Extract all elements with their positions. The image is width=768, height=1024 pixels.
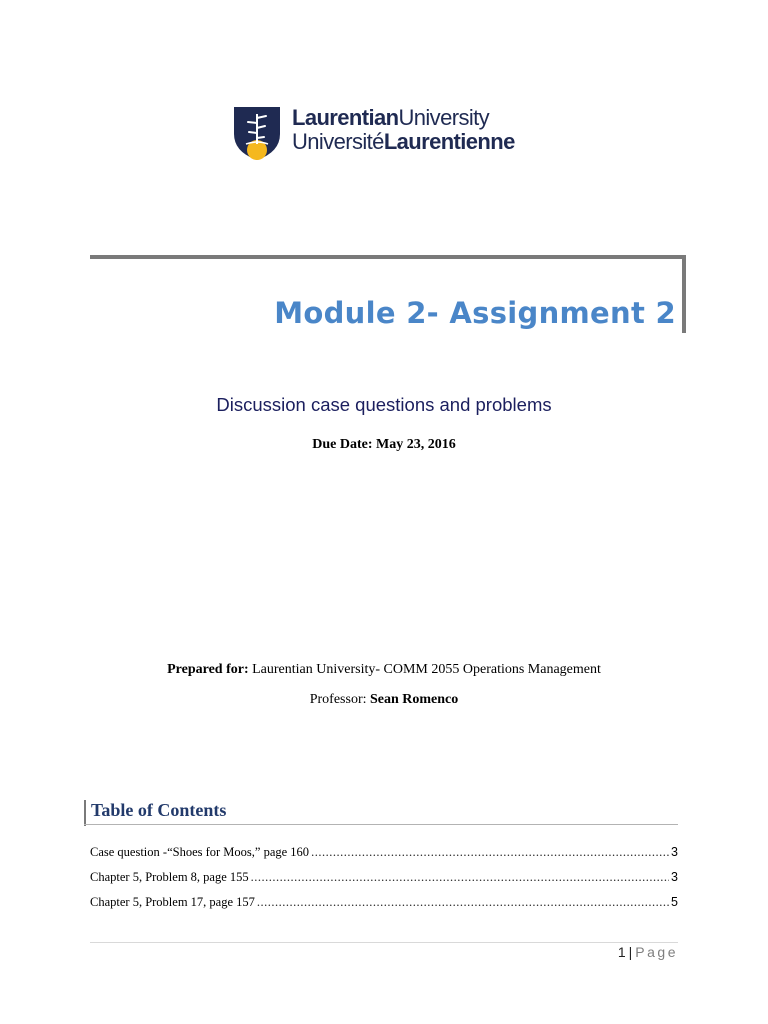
- university-logo: [232, 104, 552, 164]
- logo-line-english: [292, 106, 515, 130]
- logo-word-university: University: [398, 105, 490, 130]
- logo-word-laurentian: Laurentian: [292, 105, 399, 130]
- title-frame-top: [90, 255, 686, 259]
- toc-title: Table of Contents: [91, 800, 227, 820]
- logo-line-french: [292, 130, 515, 154]
- logo-wordmark: [292, 106, 515, 154]
- document-title: Module 2- Assignment 2: [274, 296, 676, 330]
- due-date-label: Due Date:: [312, 437, 373, 452]
- toc-entry-text: Chapter 5, Problem 8, page 155: [90, 870, 249, 884]
- footer-separator: |: [628, 944, 633, 960]
- professor-line: [0, 692, 768, 708]
- toc-divider: [84, 824, 678, 825]
- toc-entry-page: 3: [671, 870, 678, 884]
- title-frame-right: [682, 255, 686, 333]
- document-subtitle: Discussion case questions and problems: [216, 394, 552, 415]
- due-date: [0, 437, 768, 453]
- toc-list: [90, 845, 678, 920]
- professor-name: Sean Romenco: [370, 692, 459, 707]
- toc-leader-dots: [311, 845, 669, 860]
- toc-leader-dots: [257, 895, 669, 910]
- toc-side-bar: [84, 800, 86, 826]
- toc-entry-problem-17[interactable]: [90, 895, 678, 920]
- footer-page-label: Page: [635, 944, 678, 960]
- toc-entry-page: 5: [671, 895, 678, 909]
- toc-leader-dots: [251, 870, 669, 885]
- due-date-value: May 23, 2016: [376, 437, 456, 452]
- prepared-for: [0, 662, 768, 678]
- toc-entry-problem-8[interactable]: [90, 870, 678, 895]
- toc-entry-shoes-for-moos[interactable]: [90, 845, 678, 870]
- toc-entry-text: Chapter 5, Problem 17, page 157: [90, 895, 255, 909]
- prepared-for-label: Prepared for:: [167, 662, 249, 677]
- page-footer: [618, 944, 678, 960]
- shield-icon: [232, 104, 282, 162]
- toc-entry-page: 3: [671, 845, 678, 859]
- prepared-for-value: Laurentian University- COMM 2055 Operations Management: [252, 662, 601, 677]
- footer-divider: [90, 942, 678, 943]
- professor-label: Professor:: [309, 692, 367, 707]
- logo-word-universite: Université: [292, 129, 384, 154]
- toc-entry-text: Case question -“Shoes for Moos,” page 160: [90, 845, 310, 859]
- logo-word-laurentienne: Laurentienne: [383, 129, 515, 154]
- footer-page-number: 1: [617, 944, 626, 960]
